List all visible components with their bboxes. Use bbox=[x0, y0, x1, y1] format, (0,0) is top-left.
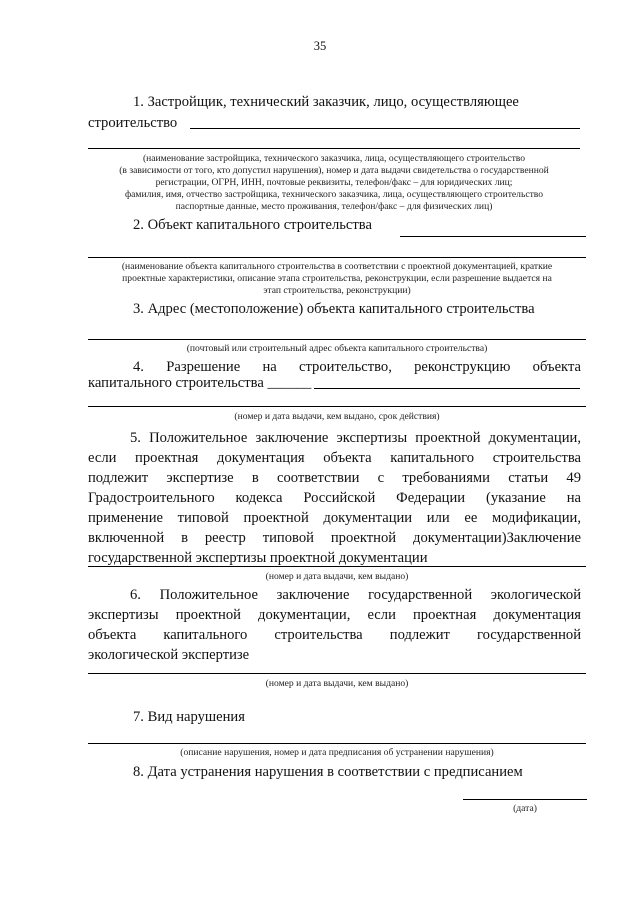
section-1-caption: (наименование застройщика, технического заказчика, лица, осуществляющего строительство (в зависимости от того, кто допустил нарушения), номер и дата выдачи свидетельства о государственной регистрации, ОГРН, ИНН, почтовые реквизиты, телефон/факс – для юридических лиц; фамилия, имя, отчество застройщика, технического заказчика, лица, осуществляющего строительство паспортные данные, место проживания, телефон/факс – для физических лиц) bbox=[119, 153, 549, 212]
section-8-caption: (дата) bbox=[513, 803, 537, 814]
fill-line bbox=[88, 257, 586, 258]
section-7-heading: 7. Вид нарушения bbox=[133, 709, 245, 725]
section-1-heading: 1. Застройщик, технический заказчик, лицо, осуществляющее bbox=[133, 94, 519, 110]
section-2-heading: 2. Объект капитального строительства bbox=[133, 217, 372, 233]
fill-line bbox=[88, 148, 580, 149]
section-7-caption: (описание нарушения, номер и дата предписания об устранении нарушения) bbox=[180, 747, 494, 758]
section-3-heading: 3. Адрес (местоположение) объекта капитального строительства bbox=[133, 301, 535, 317]
fill-line bbox=[88, 743, 586, 744]
section-1-label: строительство bbox=[88, 115, 178, 131]
fill-line bbox=[88, 566, 586, 567]
fill-line bbox=[88, 406, 586, 407]
fill-line bbox=[88, 339, 586, 340]
fill-line bbox=[88, 673, 586, 674]
section-4-label: капитального строительства ______ bbox=[88, 375, 312, 391]
section-6-paragraph: 6. Положительное заключение государственной экологической экспертизы проектной документации, если проектная документация объекта капитального строительства подлежит государственной экологической экспертизе bbox=[88, 587, 581, 663]
section-3-caption: (почтовый или строительный адрес объекта капитального строительства) bbox=[186, 343, 488, 354]
fill-line bbox=[190, 128, 580, 129]
section-4-caption: (номер и дата выдачи, кем выдано, срок действия) bbox=[234, 411, 440, 422]
fill-line bbox=[400, 236, 586, 237]
section-8-heading: 8. Дата устранения нарушения в соответствии с предписанием bbox=[133, 764, 523, 780]
section-6-caption: (номер и дата выдачи, кем выдано) bbox=[265, 678, 409, 689]
section-5-paragraph: 5. Положительное заключение экспертизы проектной документации, если проектная документация объекта капитального строительства подлежит экспертизе в соответствии с требованиями статьи 49 Градостроительного кодекса Российской Федерации (указание на применение типовой проектной документации или ее модификации, включенной в реестр типовой проектной документации)Заключение государственной экспертизы проектной документации bbox=[88, 430, 581, 566]
section-4-heading: 4. Разрешение на строительство, реконструкцию объекта bbox=[133, 359, 581, 375]
section-2-caption: (наименование объекта капитального строительства в соответствии с проектной документацией, краткие проектные характеристики, описание этапа строительства, реконструкции, если разрешение выдается на этап строительства, реконструкции) bbox=[121, 261, 553, 296]
date-fill-line bbox=[463, 799, 587, 800]
section-5-caption: (номер и дата выдачи, кем выдано) bbox=[265, 571, 409, 582]
page-number: 35 bbox=[313, 39, 327, 53]
fill-line bbox=[314, 388, 580, 389]
